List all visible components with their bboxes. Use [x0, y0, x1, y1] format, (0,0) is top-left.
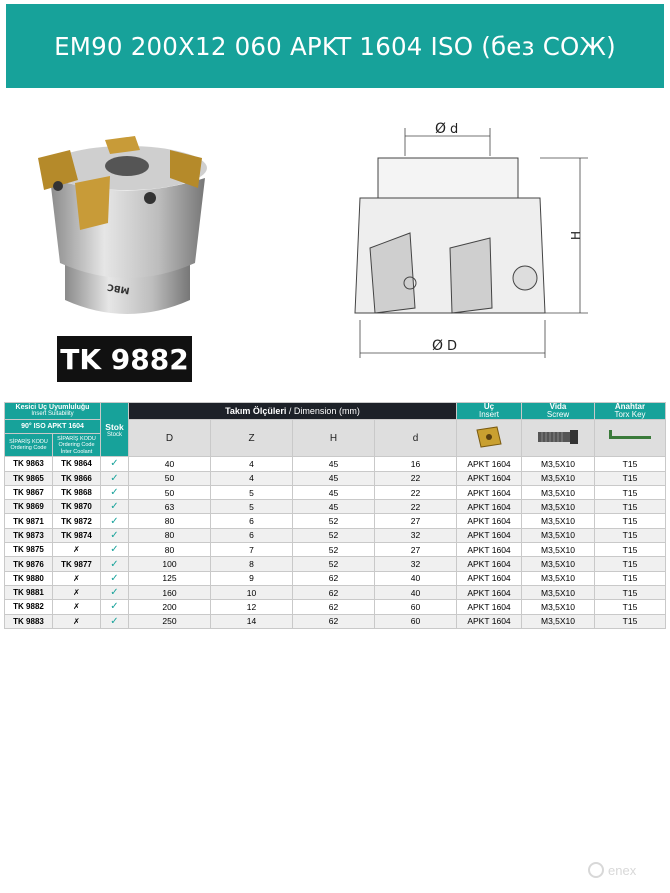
key-header: Anahtar Torx Key [595, 403, 666, 420]
order-code-header: SİPARİŞ KODU Ordering Code [5, 434, 53, 457]
dimension-header: Takım Ölçüleri / Dimension (mm) [129, 403, 457, 420]
dim-H: 62 [293, 600, 375, 614]
stock-mark: ✓ [101, 571, 129, 585]
insert-value: APKT 1604 [457, 500, 522, 514]
insert-header: Uç Insert [457, 403, 522, 420]
order-code: TK 9863 [5, 457, 53, 471]
face-mill-photo [30, 128, 225, 318]
col-D: D [129, 420, 211, 457]
dim-D: 63 [129, 500, 211, 514]
stock-mark: ✓ [101, 485, 129, 499]
screw-header: Vida Screw [522, 403, 595, 420]
dim-d: 32 [375, 528, 457, 542]
product-code: TK 9882 [57, 336, 192, 382]
order-code: TK 9876 [5, 557, 53, 571]
dim-D: 80 [129, 543, 211, 557]
dim-d: 40 [375, 585, 457, 599]
key-value: T15 [595, 471, 666, 485]
dim-Z: 5 [211, 500, 293, 514]
insert-value: APKT 1604 [457, 457, 522, 471]
dim-Z: 4 [211, 471, 293, 485]
insert-value: APKT 1604 [457, 471, 522, 485]
dim-H: 52 [293, 543, 375, 557]
dim-H: 45 [293, 500, 375, 514]
dim-H: 52 [293, 528, 375, 542]
dim-Z: 7 [211, 543, 293, 557]
svg-text:Ø: Ø [435, 121, 447, 137]
screw-value: M3,5X10 [522, 500, 595, 514]
d-dimension-label: d [450, 122, 459, 137]
dim-d: 22 [375, 500, 457, 514]
dim-d: 16 [375, 457, 457, 471]
dim-D: 80 [129, 528, 211, 542]
dim-Z: 8 [211, 557, 293, 571]
order-code-coolant: TK 9864 [53, 457, 101, 471]
screw-value: M3,5X10 [522, 528, 595, 542]
screw-value: M3,5X10 [522, 543, 595, 557]
dim-Z: 9 [211, 571, 293, 585]
dim-D: 40 [129, 457, 211, 471]
table-row [5, 528, 666, 542]
key-value: T15 [595, 528, 666, 542]
order-code-coolant: ✗ [53, 585, 101, 599]
insert-value: APKT 1604 [457, 557, 522, 571]
dim-d: 27 [375, 514, 457, 528]
stock-mark: ✓ [101, 600, 129, 614]
D-dimension-label: D [447, 339, 458, 354]
col-Z: Z [211, 420, 293, 457]
order-code: TK 9869 [5, 500, 53, 514]
table-row [5, 543, 666, 557]
dim-H: 62 [293, 614, 375, 628]
order-code: TK 9875 [5, 543, 53, 557]
dim-Z: 6 [211, 514, 293, 528]
page-title: EM90 200X12 060 APKT 1604 ISO (без СОЖ) [54, 31, 616, 61]
order-code-coolant: TK 9877 [53, 557, 101, 571]
stock-mark: ✓ [101, 457, 129, 471]
dim-Z: 14 [211, 614, 293, 628]
key-value: T15 [595, 500, 666, 514]
insert-value: APKT 1604 [457, 571, 522, 585]
stock-mark: ✓ [101, 543, 129, 557]
screw-value: M3,5X10 [522, 614, 595, 628]
insert-value: APKT 1604 [457, 485, 522, 499]
dim-d: 60 [375, 600, 457, 614]
insert-icon [475, 426, 503, 448]
enex-logo-icon [588, 862, 604, 878]
table-row [5, 557, 666, 571]
insert-value: APKT 1604 [457, 614, 522, 628]
order-code-coolant: TK 9872 [53, 514, 101, 528]
insert-value: APKT 1604 [457, 585, 522, 599]
stock-mark: ✓ [101, 514, 129, 528]
key-image-cell [595, 420, 666, 457]
order-code-coolant: ✗ [53, 600, 101, 614]
table-row [5, 614, 666, 628]
dim-d: 32 [375, 557, 457, 571]
key-value: T15 [595, 614, 666, 628]
dim-H: 62 [293, 571, 375, 585]
stock-mark: ✓ [101, 557, 129, 571]
dim-d: 27 [375, 543, 457, 557]
stock-header: Stok Stock [101, 403, 129, 457]
dim-Z: 5 [211, 485, 293, 499]
order-code-coolant: ✗ [53, 543, 101, 557]
screw-value: M3,5X10 [522, 485, 595, 499]
torx-key-icon [605, 428, 655, 446]
dim-D: 125 [129, 571, 211, 585]
dim-H: 45 [293, 485, 375, 499]
screw-value: M3,5X10 [522, 471, 595, 485]
insert-value: APKT 1604 [457, 528, 522, 542]
order-code-coolant: ✗ [53, 614, 101, 628]
screw-value: M3,5X10 [522, 457, 595, 471]
screw-image-cell [522, 420, 595, 457]
dim-d: 22 [375, 485, 457, 499]
key-value: T15 [595, 543, 666, 557]
order-code-coolant: TK 9868 [53, 485, 101, 499]
table-row [5, 457, 666, 471]
spec-table [4, 402, 666, 629]
order-code: TK 9867 [5, 485, 53, 499]
order-code2-header: SİPARİŞ KODU Ordering Code İnter Coolant [53, 434, 101, 457]
svg-text:Ø: Ø [432, 338, 444, 354]
screw-icon [536, 429, 580, 445]
insert-value: APKT 1604 [457, 543, 522, 557]
key-value: T15 [595, 585, 666, 599]
table-row [5, 585, 666, 599]
stock-mark: ✓ [101, 585, 129, 599]
h-dimension-label: H [569, 230, 583, 240]
order-code-coolant: TK 9870 [53, 500, 101, 514]
table-row [5, 571, 666, 585]
col-H: H [293, 420, 375, 457]
screw-value: M3,5X10 [522, 514, 595, 528]
dim-D: 250 [129, 614, 211, 628]
dim-d: 40 [375, 571, 457, 585]
dim-d: 60 [375, 614, 457, 628]
table-row [5, 500, 666, 514]
dim-D: 100 [129, 557, 211, 571]
screw-value: M3,5X10 [522, 557, 595, 571]
key-value: T15 [595, 485, 666, 499]
table-row [5, 514, 666, 528]
stock-mark: ✓ [101, 471, 129, 485]
order-code: TK 9881 [5, 585, 53, 599]
order-code: TK 9880 [5, 571, 53, 585]
insert-value: APKT 1604 [457, 600, 522, 614]
key-value: T15 [595, 600, 666, 614]
key-value: T15 [595, 514, 666, 528]
table-row [5, 600, 666, 614]
dim-Z: 6 [211, 528, 293, 542]
iso-header: 90° ISO APKT 1604 [5, 420, 101, 434]
dim-Z: 12 [211, 600, 293, 614]
order-code-coolant: TK 9866 [53, 471, 101, 485]
screw-value: M3,5X10 [522, 585, 595, 599]
dim-Z: 4 [211, 457, 293, 471]
insert-image-cell [457, 420, 522, 457]
technical-drawing [340, 108, 600, 368]
table-row [5, 471, 666, 485]
dim-D: 160 [129, 585, 211, 599]
order-code: TK 9883 [5, 614, 53, 628]
key-value: T15 [595, 457, 666, 471]
dim-H: 45 [293, 471, 375, 485]
order-code: TK 9865 [5, 471, 53, 485]
key-value: T15 [595, 571, 666, 585]
dim-D: 80 [129, 514, 211, 528]
table-row [5, 485, 666, 499]
col-d: d [375, 420, 457, 457]
title-banner [6, 4, 664, 88]
screw-value: M3,5X10 [522, 600, 595, 614]
dim-H: 62 [293, 585, 375, 599]
svg-text:MBC: MBC [106, 281, 131, 295]
dim-H: 52 [293, 514, 375, 528]
dim-H: 52 [293, 557, 375, 571]
dim-D: 50 [129, 471, 211, 485]
dim-d: 22 [375, 471, 457, 485]
dim-D: 50 [129, 485, 211, 499]
suitability-header: Kesici Uç Uyumluluğu Insert Suitability [5, 403, 101, 420]
order-code-coolant: ✗ [53, 571, 101, 585]
order-code-coolant: TK 9874 [53, 528, 101, 542]
order-code: TK 9873 [5, 528, 53, 542]
stock-mark: ✓ [101, 614, 129, 628]
insert-value: APKT 1604 [457, 514, 522, 528]
stock-mark: ✓ [101, 500, 129, 514]
dim-Z: 10 [211, 585, 293, 599]
stock-mark: ✓ [101, 528, 129, 542]
screw-value: M3,5X10 [522, 571, 595, 585]
watermark: enex [588, 862, 636, 878]
order-code: TK 9871 [5, 514, 53, 528]
key-value: T15 [595, 557, 666, 571]
order-code: TK 9882 [5, 600, 53, 614]
dim-D: 200 [129, 600, 211, 614]
dim-H: 45 [293, 457, 375, 471]
